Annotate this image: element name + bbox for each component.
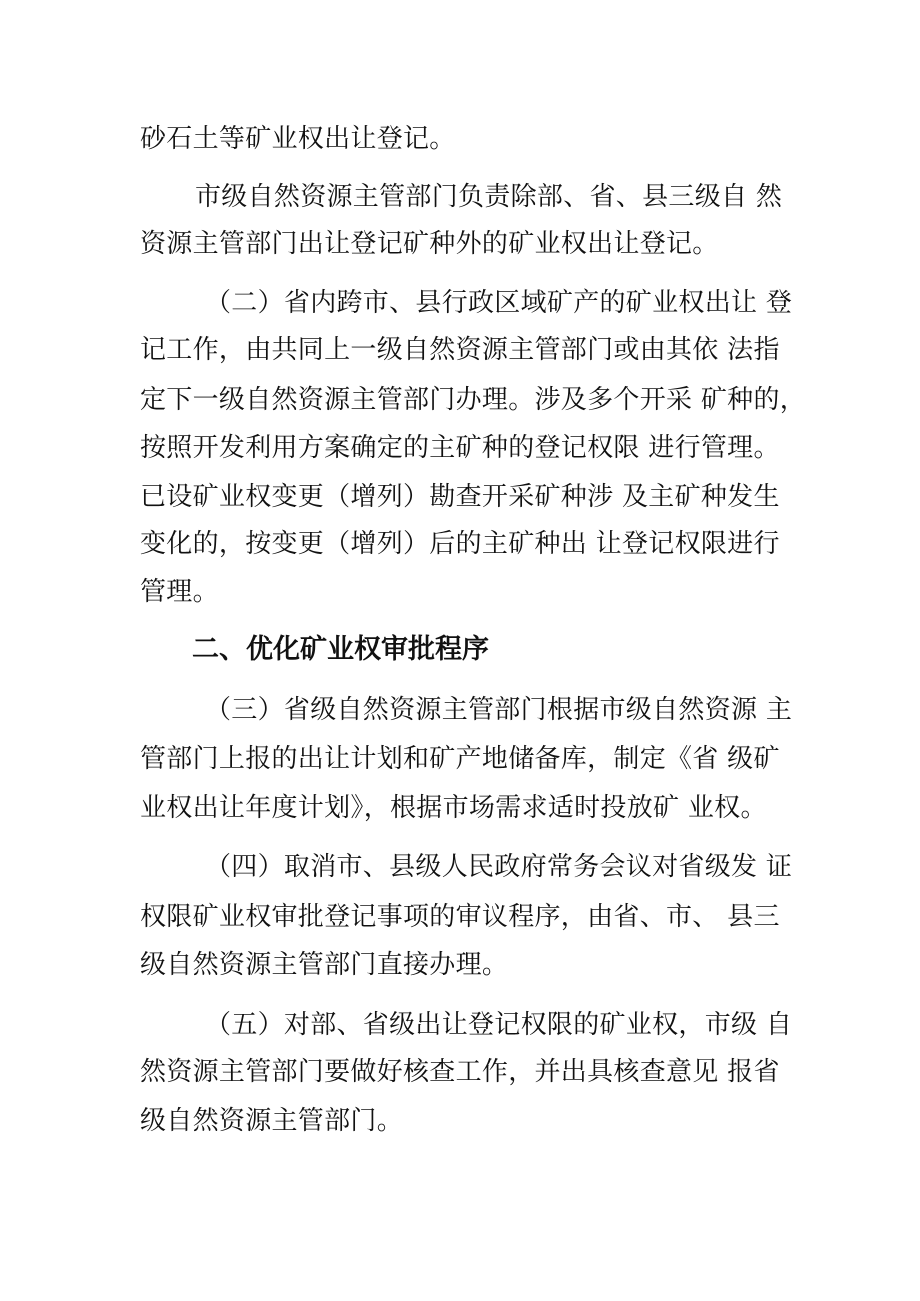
paragraph-first-line: （四）取消市、县级人民政府常务会议对省级发 证 [205,852,793,882]
text-line: 管理。 [140,577,219,607]
paragraph-first-line: （三）省级自然资源主管部门根据市级自然资源 主 [205,695,793,725]
text-line: 级自然资源主管部门直接办理。 [140,950,509,980]
text-line: 砂石土等矿业权出让登记。 [140,124,456,154]
text-line: 已设矿业权变更（增列）勘查开采矿种涉 及主矿种发生 [140,482,780,512]
section-heading: 二、优化矿业权审批程序 [192,634,489,665]
text-line: 变化的，按变更（增列）后的主矿种出 让登记权限进行 [140,529,780,559]
text-line: 权限矿业权审批登记事项的审议程序，由省、市、 县三 [140,902,780,932]
text-line: 然资源主管部门要做好核查工作，并出具核查意见 报省 [140,1057,780,1087]
text-line: 管部门上报的出让计划和矿产地储备库，制定《省 级矿 [140,744,780,774]
text-line: 资源主管部门出让登记矿种外的矿业权出让登记。 [140,229,719,259]
paragraph-first-line: （五）对部、省级出让登记权限的矿业权，市级 自 [205,1010,793,1040]
paragraph-first-line: 市级自然资源主管部门负责除部、省、县三级自 然 [195,182,783,212]
text-line: 级自然资源主管部门。 [140,1106,404,1136]
text-line: 定下一级自然资源主管部门办理。涉及多个开采 矿种的， [140,385,807,415]
text-line: 业权出让年度计划》，根据市场需求适时投放矿 业权。 [140,793,767,823]
paragraph-first-line: （二）省内跨市、县行政区域矿产的矿业权出让 登 [205,288,793,318]
text-line: 按照开发利用方案确定的主矿种的登记权限 进行管理。 [140,433,780,463]
text-line: 记工作，由共同上一级自然资源主管部门或由其依 法指 [140,335,780,365]
